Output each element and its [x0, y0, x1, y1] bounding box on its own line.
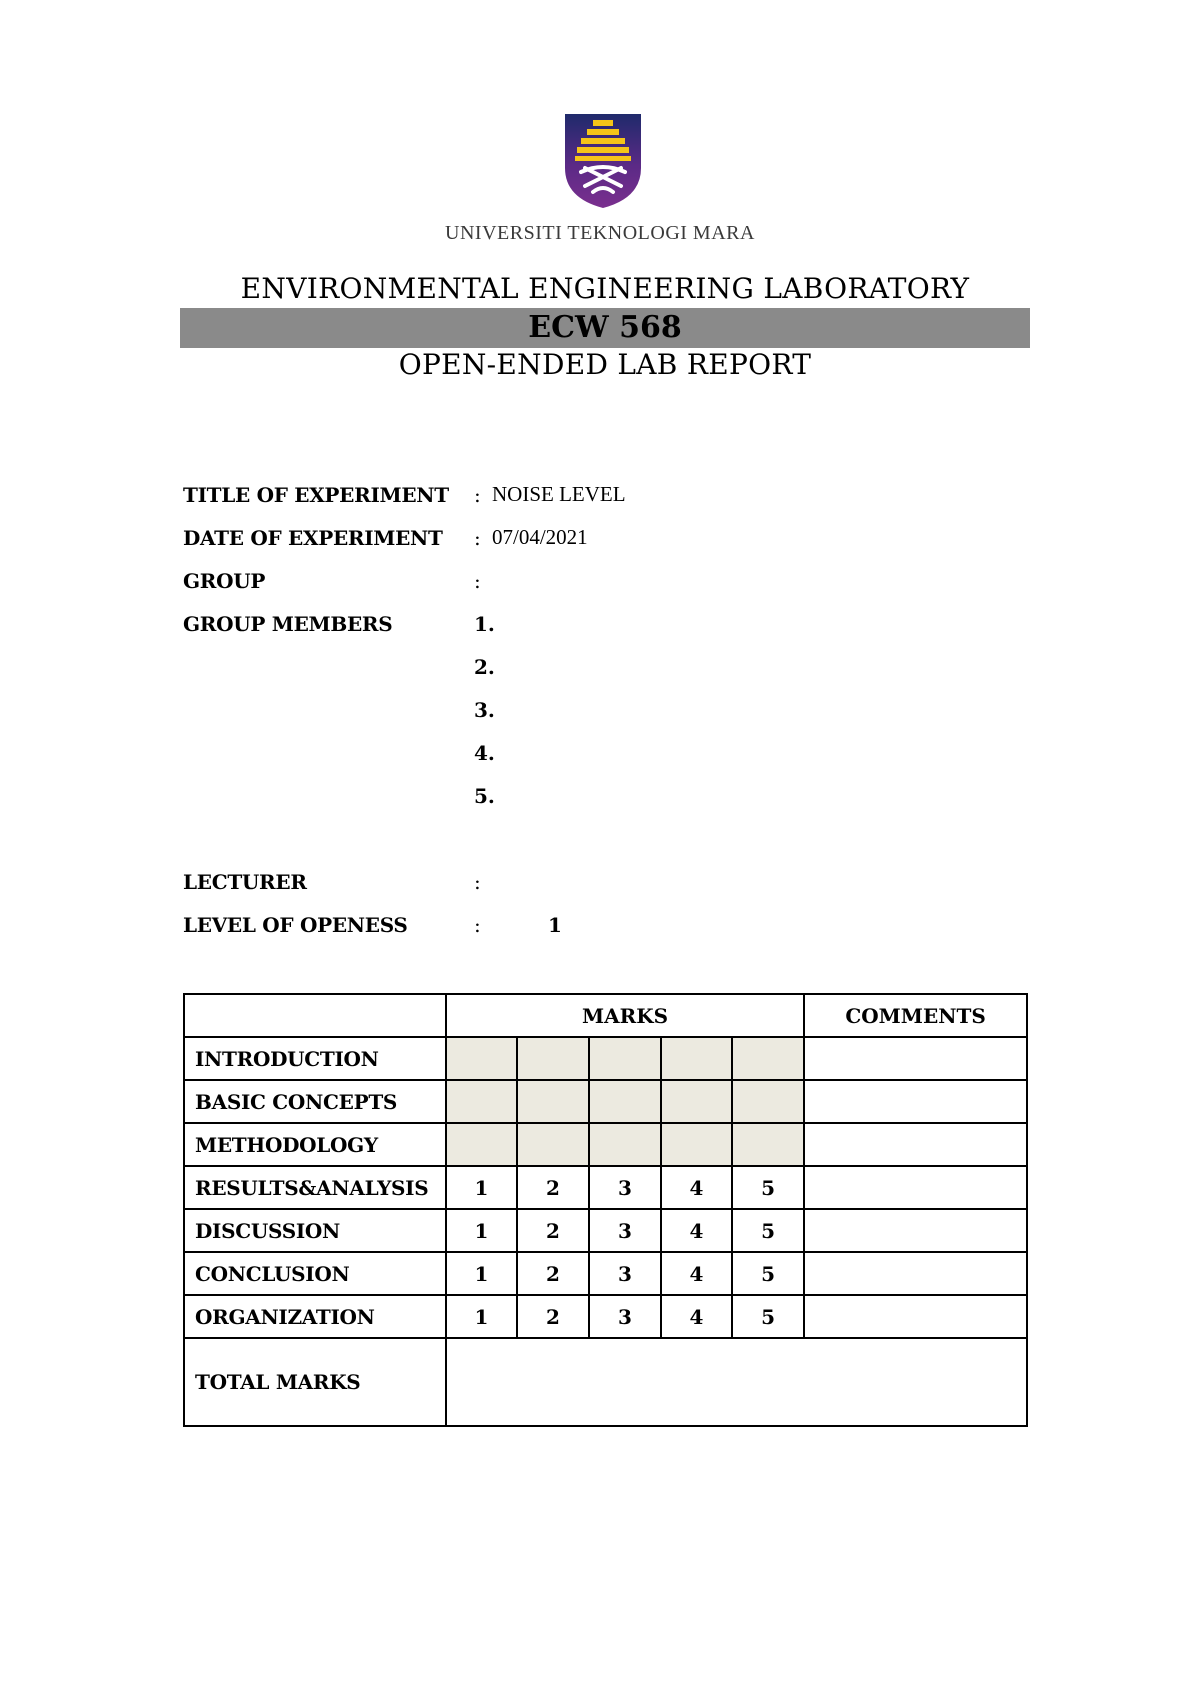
table-row	[184, 1209, 1027, 1252]
comment-cell[interactable]	[804, 1295, 1027, 1338]
lecturer-label: LECTURER	[183, 870, 307, 894]
score-cell[interactable]	[732, 1080, 804, 1123]
title-colon: :	[474, 483, 481, 507]
score-cell[interactable]: 1	[446, 1252, 517, 1295]
score-cell[interactable]: 1	[446, 1295, 517, 1338]
row-label: RESULTS&ANALYSIS	[184, 1166, 446, 1209]
title-label: TITLE OF EXPERIMENT	[183, 483, 449, 507]
comment-cell[interactable]	[804, 1166, 1027, 1209]
table-row	[184, 1080, 1027, 1123]
comment-cell[interactable]	[804, 1252, 1027, 1295]
score-cell[interactable]	[446, 1123, 517, 1166]
table-row	[184, 1295, 1027, 1338]
score-cell[interactable]: 5	[732, 1252, 804, 1295]
marks-table	[183, 993, 1028, 1427]
score-cell[interactable]	[661, 1123, 732, 1166]
score-cell[interactable]: 2	[517, 1209, 589, 1252]
openess-value: 1	[548, 913, 562, 937]
table-row	[184, 1123, 1027, 1166]
lab-title: ENVIRONMENTAL ENGINEERING LABORATORY	[240, 272, 970, 305]
row-label: CONCLUSION	[184, 1252, 446, 1295]
date-value: 07/04/2021	[492, 525, 588, 549]
group-label: GROUP	[183, 569, 266, 593]
total-row	[184, 1338, 1027, 1426]
score-cell[interactable]	[517, 1037, 589, 1080]
row-label: ORGANIZATION	[184, 1295, 446, 1338]
score-cell[interactable]	[517, 1080, 589, 1123]
date-label: DATE OF EXPERIMENT	[183, 526, 443, 550]
score-cell[interactable]: 5	[732, 1209, 804, 1252]
score-cell[interactable]: 4	[661, 1252, 732, 1295]
score-cell[interactable]: 1	[446, 1209, 517, 1252]
uitm-crest-logo	[563, 112, 643, 210]
openess-label: LEVEL OF OPENESS	[183, 913, 408, 937]
member-number: 2.	[474, 655, 495, 679]
date-colon: :	[474, 526, 481, 550]
university-name: UNIVERSITI TEKNOLOGI MARA	[445, 222, 755, 244]
score-cell[interactable]	[589, 1037, 661, 1080]
row-label: METHODOLOGY	[184, 1123, 446, 1166]
member-number: 5.	[474, 784, 495, 808]
course-code: ECW 568	[528, 310, 682, 345]
group-colon: :	[474, 569, 481, 593]
member-number: 4.	[474, 741, 495, 765]
comment-cell[interactable]	[804, 1080, 1027, 1123]
score-cell[interactable]: 3	[589, 1166, 661, 1209]
score-cell[interactable]: 2	[517, 1252, 589, 1295]
score-cell[interactable]: 2	[517, 1295, 589, 1338]
members-label: GROUP MEMBERS	[183, 612, 393, 636]
lecturer-colon: :	[474, 870, 481, 894]
score-cell[interactable]: 4	[661, 1209, 732, 1252]
score-cell[interactable]	[732, 1037, 804, 1080]
score-cell[interactable]	[732, 1123, 804, 1166]
score-cell[interactable]: 1	[446, 1166, 517, 1209]
row-label: DISCUSSION	[184, 1209, 446, 1252]
member-number: 1.	[474, 612, 495, 636]
score-cell[interactable]: 3	[589, 1252, 661, 1295]
table-header-row	[184, 994, 1027, 1037]
title-value: NOISE LEVEL	[492, 482, 626, 506]
total-value-cell[interactable]	[446, 1338, 1027, 1426]
score-cell[interactable]: 5	[732, 1295, 804, 1338]
row-label: INTRODUCTION	[184, 1037, 446, 1080]
openess-colon: :	[474, 913, 481, 937]
table-row	[184, 1252, 1027, 1295]
score-cell[interactable]: 5	[732, 1166, 804, 1209]
score-cell[interactable]	[589, 1123, 661, 1166]
header-blank-cell	[184, 994, 446, 1037]
total-label: TOTAL MARKS	[184, 1338, 446, 1426]
marks-header: MARKS	[446, 994, 804, 1037]
row-label: BASIC CONCEPTS	[184, 1080, 446, 1123]
score-cell[interactable]: 3	[589, 1295, 661, 1338]
table-row	[184, 1037, 1027, 1080]
score-cell[interactable]: 4	[661, 1166, 732, 1209]
score-cell[interactable]	[446, 1037, 517, 1080]
comments-header: COMMENTS	[804, 994, 1027, 1037]
comment-cell[interactable]	[804, 1123, 1027, 1166]
score-cell[interactable]	[661, 1080, 732, 1123]
score-cell[interactable]	[661, 1037, 732, 1080]
comment-cell[interactable]	[804, 1209, 1027, 1252]
score-cell[interactable]: 3	[589, 1209, 661, 1252]
score-cell[interactable]	[517, 1123, 589, 1166]
member-number: 3.	[474, 698, 495, 722]
score-cell[interactable]: 4	[661, 1295, 732, 1338]
table-row	[184, 1166, 1027, 1209]
comment-cell[interactable]	[804, 1037, 1027, 1080]
score-cell[interactable]	[589, 1080, 661, 1123]
score-cell[interactable]	[446, 1080, 517, 1123]
report-type: OPEN-ENDED LAB REPORT	[398, 348, 812, 381]
score-cell[interactable]: 2	[517, 1166, 589, 1209]
